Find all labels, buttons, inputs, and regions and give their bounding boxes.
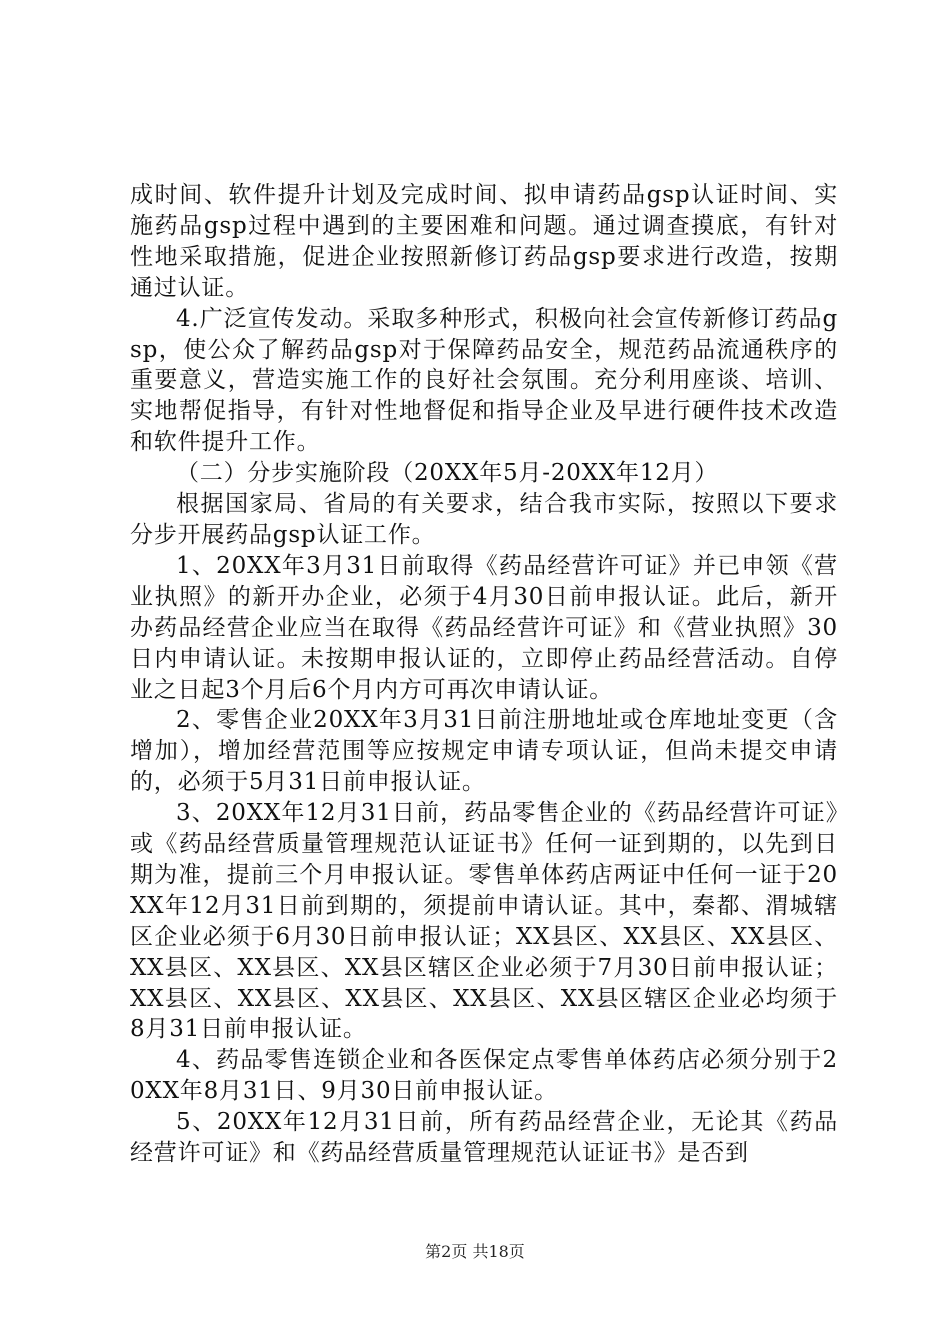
- page-number: 第2页 共18页: [425, 1242, 525, 1261]
- paragraph-intro: 根据国家局、省局的有关要求，结合我市实际，按照以下要求分步开展药品gsp认证工作。: [130, 491, 838, 548]
- document-body: [130, 180, 838, 1169]
- paragraph-item-3: 3、20XX年12月31日前，药品零售企业的《药品经营许可证》或《药品经营质量管理规范认证证书》任何一证到期的，以先到日期为准，提前三个月申报认证。零售单体药店两证中任何一证于20XX年12月31日前到期的，须提前申请认证。其中，秦都、渭城辖区企业必须于6月30日前申报认证；XX县区、XX县区、XX县区、XX县区、XX县区、XX县区辖区企业必须于7月30日前申报认证；XX县区、XX县区、XX县区、XX县区、XX县区辖区企业必均须于8月31日前申报认证。: [130, 800, 838, 1043]
- paragraph-item-1: 1、20XX年3月31日前取得《药品经营许可证》并已申领《营业执照》的新开办企业，必须于4月30日前申报认证。此后，新开办药品经营企业应当在取得《药品经营许可证》和《营业执照》30日内申请认证。未按期申报认证的，立即停止药品经营活动。自停业之日起3个月后6个月内方可再次申请认证。: [130, 552, 838, 703]
- section-heading: （二）分步实施阶段（20XX年5月-20XX年12月）: [176, 460, 719, 487]
- paragraph-item-4: 4.广泛宣传发动。采取多种形式，积极向社会宣传新修订药品gsp，使公众了解药品gsp对于保障药品安全，规范药品流通秩序的重要意义，营造实施工作的良好社会氛围。充分利用座谈、培训、实地帮促指导，有针对性地督促和指导企业及早进行硬件技术改造和软件提升工作。: [130, 305, 838, 456]
- paragraph-item-5: 5、20XX年12月31日前，所有药品经营企业，无论其《药品经营许可证》和《药品经营质量管理规范认证证书》是否到: [130, 1109, 838, 1167]
- page-footer: [0, 1242, 950, 1262]
- paragraph-continuation: 成时间、软件提升计划及完成时间、拟申请药品gsp认证时间、实施药品gsp过程中遇到的主要困难和问题。通过调查摸底，有针对性地采取措施，促进企业按照新修订药品gsp要求进行改造，按期通过认证。: [130, 182, 838, 301]
- paragraph-item-2: 2、零售企业20XX年3月31日前注册地址或仓库地址变更（含增加），增加经营范围等应按规定申请专项认证，但尚未提交申请的，必须于5月31日前申报认证。: [130, 707, 838, 796]
- paragraph-item-4b: 4、药品零售连锁企业和各医保定点零售单体药店必须分别于20XX年8月31日、9月30日前申报认证。: [130, 1047, 838, 1105]
